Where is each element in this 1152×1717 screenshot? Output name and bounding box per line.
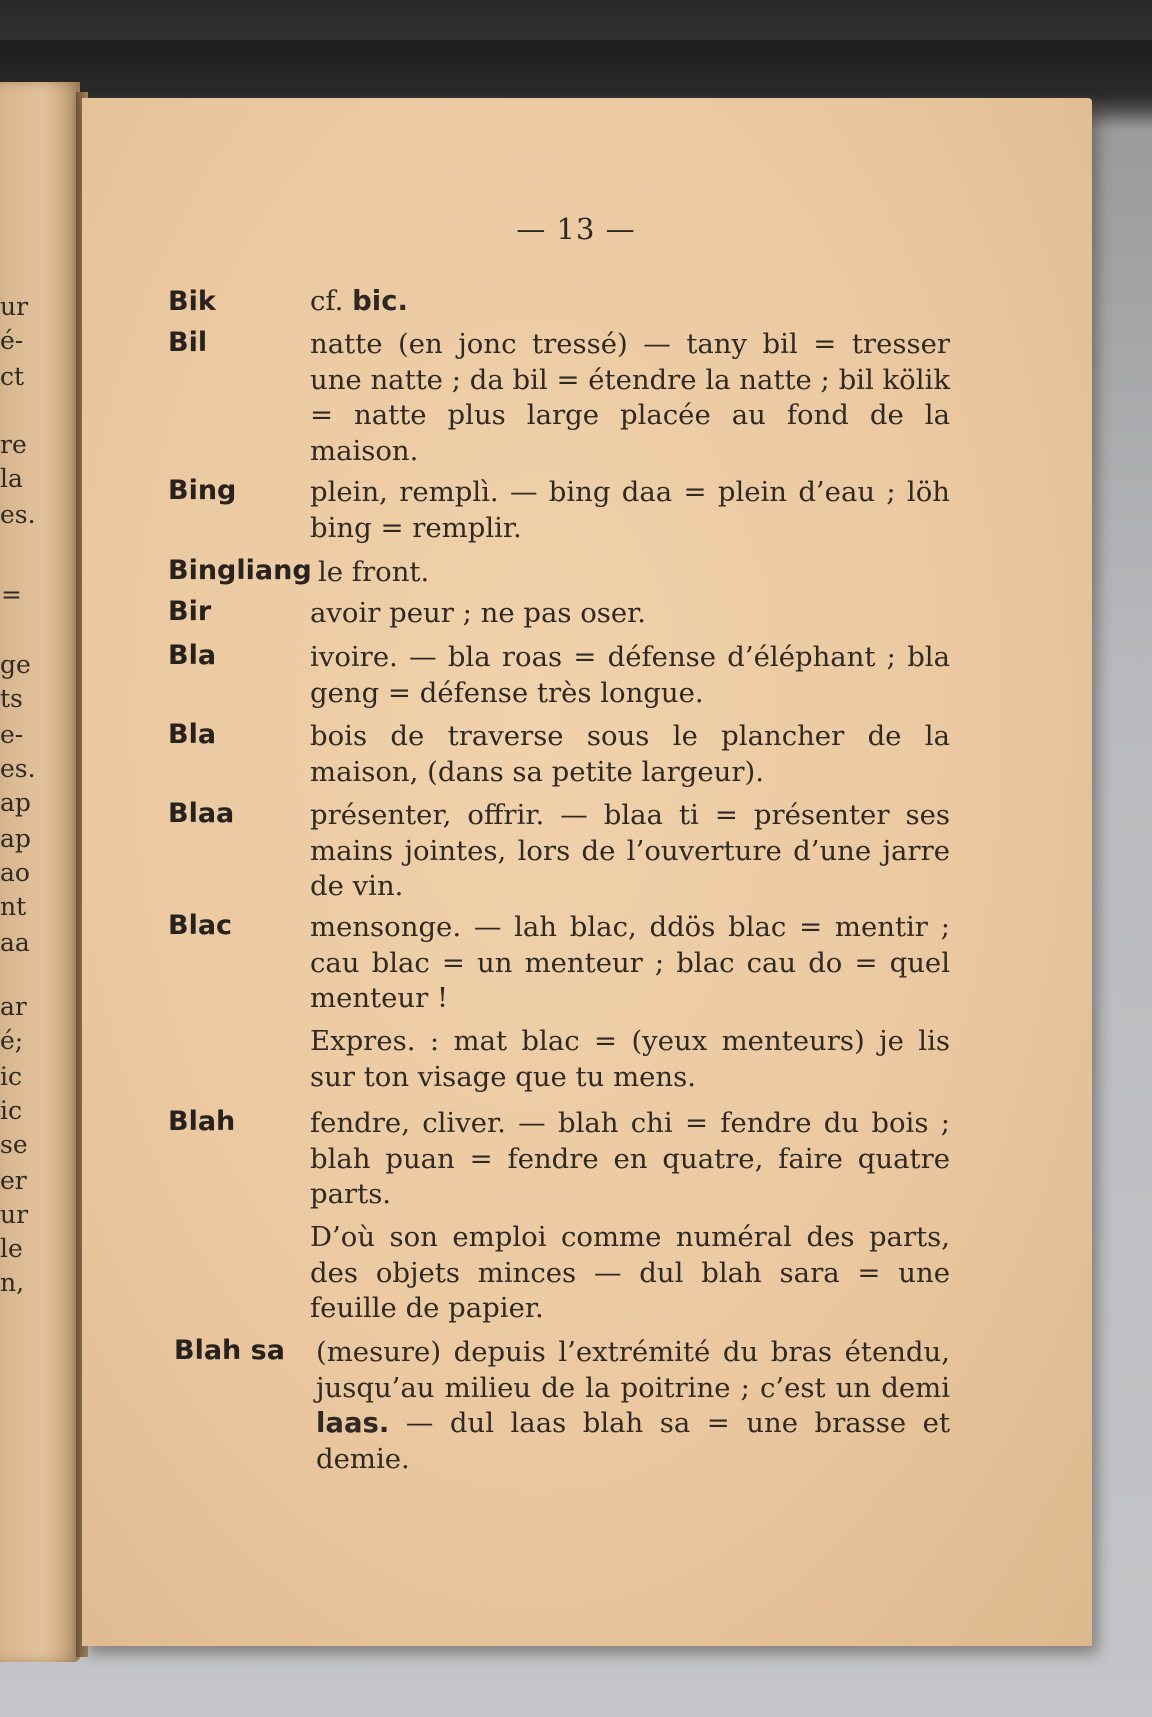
entry-headword: Bla [168,640,217,671]
left-page-fragment: es. [0,500,36,529]
left-page-fragment: er [0,1166,27,1195]
left-page-fragment: la [0,464,23,493]
entry-headword: Bil [168,327,208,358]
page-number: — 13 — [516,212,636,246]
left-page-fragment: aa [0,928,30,957]
cross-reference: bic. [352,285,408,317]
entry-headword: Bla [168,719,217,750]
entry-definition: bois de traverse sous le plancher de la maison, (dans sa petite largeur). [310,720,950,788]
entry-definition: présenter, offrir. — blaa ti = présenter ses mains jointes, lors de l’ouverture d’une jarre de vin. [310,799,950,902]
entry-definition: avoir peur ; ne pas oser. [310,597,647,629]
entry-definition: natte (en jonc tressé) — tany bil = tresser une natte ; da bil = étendre la natte ; bil kölik = natte plus large placée au fond de la maison. [310,328,950,467]
left-page-fragment: ap [0,788,31,817]
entry-headword: Blaa [168,798,235,829]
entry-definition: mensonge. — lah blac, ddös blac = mentir ; cau blac = un menteur ; blac cau do = quel menteur ! [310,911,950,1014]
left-page-fragment: ct [0,362,25,391]
left-page-fragment: ge [0,650,31,679]
entry-headword: Blac [168,910,233,941]
left-page-fragment: n, [0,1268,25,1297]
left-page-fragment: ar [0,992,27,1021]
entry-definition: (mesure) depuis l’extrémité du bras étendu, jusqu’au milieu de la poitrine ; c’est un demi laas. — dul laas blah sa = une brasse et demie. [316,1336,950,1475]
entry-definition: fendre, cliver. — blah chi = fendre du bois ; blah puan = fendre en quatre, faire quatre parts. [310,1107,950,1210]
left-page-fragment: ur [0,292,29,321]
left-page-fragment: se [0,1130,28,1159]
entry-headword: Bing [168,475,237,506]
left-page-fragment: ur [0,1200,29,1229]
entry-headword: Bingliang [168,555,312,586]
entry-usage-note: D’où son emploi comme numéral des parts, des objets minces — dul blah sara = une feuille de papier. [310,1221,950,1324]
entry-headword: Blah sa [174,1335,285,1366]
left-page-fragment: ap [0,824,31,853]
left-page-fragment: é- [0,326,24,355]
entry-definition: plein, remplì. — bing daa = plein d’eau ; löh bing = remplir. [310,476,950,544]
entry-definition: cf. bic. [310,285,408,317]
left-page-fragment: le [0,1234,23,1263]
entry-definition: le front. [318,556,430,588]
left-page-fragment: é; [0,1026,24,1055]
left-page-fragment: nt [0,892,27,921]
left-page-fragment: ao [0,858,30,887]
left-page-edge [0,82,80,1662]
left-page-fragment: ts [0,684,23,713]
left-page-fragment: re [0,430,27,459]
left-page-fragment: ic [0,1062,22,1091]
entry-definition: ivoire. — bla roas = défense d’éléphant ; bla geng = défense très longue. [310,641,950,709]
left-page-fragment: = [1,580,22,609]
entry-headword: Bik [168,286,216,317]
left-page-fragment: e- [0,720,24,749]
entry-expression: Expres. : mat blac = (yeux menteurs) je lis sur ton visage que tu mens. [310,1025,950,1093]
left-page-fragment: ic [0,1096,22,1125]
entry-headword: Bir [168,596,212,627]
cross-reference: laas. [316,1407,390,1439]
entry-headword: Blah [168,1106,236,1137]
left-page-fragment: es. [0,754,36,783]
